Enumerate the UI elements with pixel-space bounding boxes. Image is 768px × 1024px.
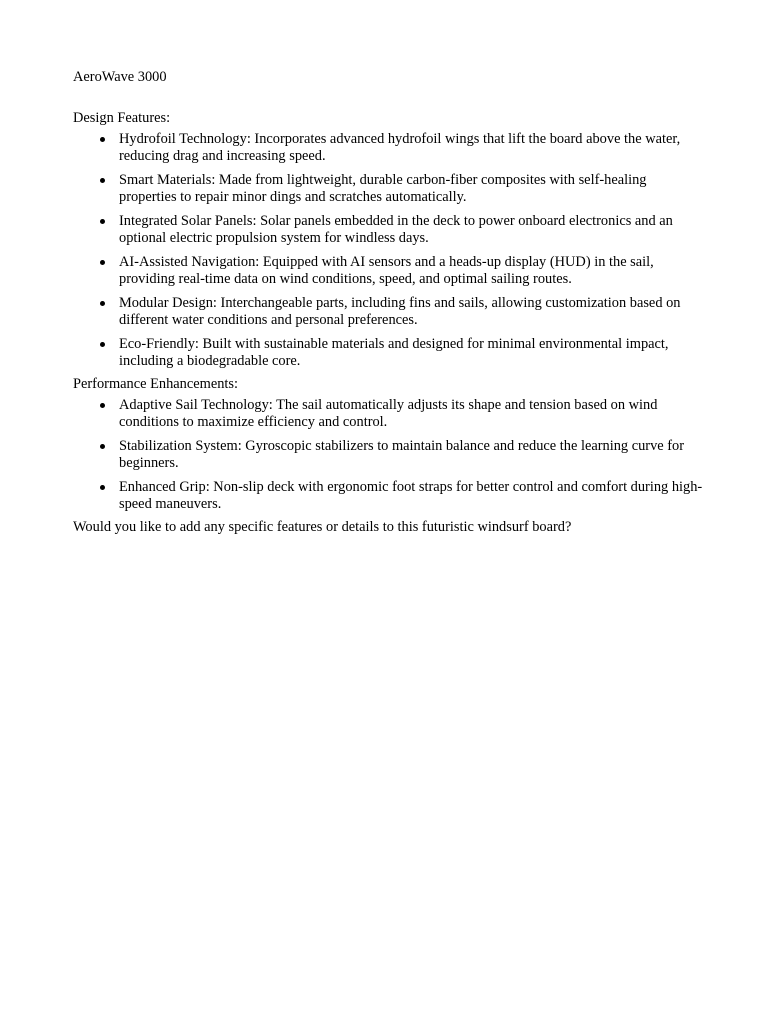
design-features-heading: Design Features:: [73, 110, 171, 126]
list-item: [119, 254, 703, 288]
bullet-icon: [100, 301, 105, 306]
design-features-list: [73, 131, 703, 370]
performance-enhancements-heading: Performance Enhancements:: [73, 376, 239, 392]
bullet-icon: [100, 403, 105, 408]
list-item-text: Adaptive Sail Technology: The sail automatically adjusts its shape and tension based on wind conditions to maximize efficiency and control.: [119, 397, 658, 430]
list-item: [119, 131, 703, 165]
bullet-icon: [100, 485, 105, 490]
list-item-text: Integrated Solar Panels: Solar panels embedded in the deck to power onboard electronics and an optional electric propulsion system for windless days.: [119, 213, 673, 246]
list-item-text: Hydrofoil Technology: Incorporates advanced hydrofoil wings that lift the board above the water, reducing drag and increasing speed.: [119, 131, 681, 164]
bullet-icon: [100, 178, 105, 183]
bullet-icon: [100, 444, 105, 449]
list-item: [119, 438, 703, 472]
list-item-text: Modular Design: Interchangeable parts, including fins and sails, allowing customization based on different water conditions and personal preferences.: [119, 295, 681, 328]
performance-enhancements-list: [73, 397, 703, 513]
list-item: [119, 172, 703, 206]
list-item: [119, 336, 703, 370]
list-item-text: Smart Materials: Made from lightweight, durable carbon-fiber composites with self-healing properties to repair minor dings and scratches automatically.: [119, 172, 647, 205]
list-item-text: Stabilization System: Gyroscopic stabilizers to maintain balance and reduce the learning curve for beginners.: [119, 438, 685, 471]
list-item-text: AI-Assisted Navigation: Equipped with AI sensors and a heads-up display (HUD) in the sail, providing real-time data on wind conditions, speed, and optimal sailing routes.: [119, 254, 654, 287]
list-item: [119, 479, 703, 513]
closing-question: Would you like to add any specific features or details to this futuristic windsurf board?: [73, 519, 572, 535]
list-item: [119, 397, 703, 431]
list-item: [119, 213, 703, 247]
bullet-icon: [100, 342, 105, 347]
document-title: AeroWave 3000: [73, 69, 167, 85]
bullet-icon: [100, 137, 105, 142]
list-item: [119, 295, 703, 329]
list-item-text: Enhanced Grip: Non-slip deck with ergonomic foot straps for better control and comfort during high-speed maneuvers.: [119, 479, 703, 512]
list-item-text: Eco-Friendly: Built with sustainable materials and designed for minimal environmental impact, including a biodegradable core.: [119, 336, 669, 369]
bullet-icon: [100, 260, 105, 265]
document-page: [73, 69, 703, 536]
bullet-icon: [100, 219, 105, 224]
